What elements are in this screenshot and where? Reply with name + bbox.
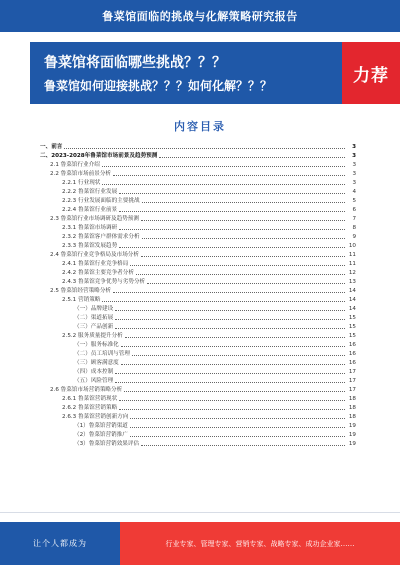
toc-page-number: 3: [352, 180, 356, 186]
toc-entry-text: 2.3.2 鲁菜馆客户群体需求分析: [62, 234, 140, 240]
toc-page-number: 10: [348, 243, 356, 249]
toc-page-number: 14: [348, 288, 356, 294]
toc-entry-text: 2.2.3 行业发展面临的主要挑战: [62, 198, 140, 204]
toc-leader-dots: [132, 355, 345, 356]
toc-entry[interactable]: [40, 250, 356, 259]
toc-entry-text: （一）服务标准化: [74, 342, 119, 348]
toc-entry-text: （1）鲁菜馆营销渠道: [74, 423, 128, 429]
toc-title: 内容目录: [174, 120, 226, 133]
toc-entry[interactable]: [40, 349, 356, 358]
footer-slogan: 让个人都成为: [33, 539, 87, 548]
toc-entry-text: （三）产品创新: [74, 324, 114, 330]
toc-entry-text: 2.3.1 鲁菜馆市场调研: [62, 225, 118, 231]
divider: [0, 512, 400, 513]
toc-entry-text: 2.4.2 鲁菜馆主要竞争者分析: [62, 270, 134, 276]
toc-leader-dots: [115, 373, 345, 374]
brand-badge: 力荐: [342, 42, 400, 104]
toc-entry-text: （二）员工培训与管理: [74, 351, 130, 357]
toc-entry[interactable]: [40, 367, 356, 376]
toc-entry-text: 2.5.2 服务质量提升分析: [62, 333, 123, 339]
toc-leader-dots: [102, 166, 345, 167]
toc-entry-text: （2）鲁菜馆营销推广: [74, 432, 128, 438]
toc-entry-text: （一）品牌建设: [74, 306, 114, 312]
toc-page-number: 19: [348, 432, 356, 438]
toc-leader-dots: [130, 436, 345, 437]
toc-leader-dots: [102, 301, 345, 302]
toc-leader-dots: [113, 175, 345, 176]
toc-entry-text: 2.6.1 鲁菜馆营销现状: [62, 396, 118, 402]
toc-entry[interactable]: [40, 241, 356, 250]
toc-leader-dots: [130, 265, 345, 266]
toc-page-number: 14: [348, 306, 356, 312]
toc-entry[interactable]: [40, 358, 356, 367]
toc-entry[interactable]: [40, 286, 356, 295]
toc-page-number: 15: [348, 315, 356, 321]
toc-page-number: 17: [348, 387, 356, 393]
toc-entry-text: 2.4.3 鲁菜馆竞争优势与劣势分析: [62, 279, 146, 285]
toc-entry[interactable]: [40, 394, 356, 403]
hero-block: [30, 42, 400, 104]
toc-page-number: 11: [348, 252, 356, 258]
toc-leader-dots: [119, 211, 345, 212]
toc-entry[interactable]: [40, 340, 356, 349]
toc-entry[interactable]: [40, 421, 356, 430]
footer: [0, 522, 400, 565]
toc-page-number: 5: [352, 198, 356, 204]
toc-leader-dots: [130, 427, 345, 428]
toc-page-number: 3: [352, 144, 356, 150]
toc-leader-dots: [159, 157, 345, 158]
toc-entry[interactable]: [40, 205, 356, 214]
toc-leader-dots: [142, 202, 345, 203]
toc-entry[interactable]: [40, 214, 356, 223]
toc-entry-text: 一、前言: [40, 144, 63, 150]
toc-entry-text: （五）风险管理: [74, 378, 114, 384]
toc-leader-dots: [119, 247, 345, 248]
toc-entry[interactable]: [40, 412, 356, 421]
toc-leader-dots: [115, 310, 345, 311]
hero-headline: 鲁菜馆将面临哪些挑战？？？: [44, 55, 226, 71]
toc-entry[interactable]: [40, 259, 356, 268]
toc-leader-dots: [125, 337, 345, 338]
toc-page-number: 16: [348, 351, 356, 357]
toc-leader-dots: [121, 364, 345, 365]
toc-leader-dots: [141, 445, 345, 446]
toc-page-number: 18: [348, 405, 356, 411]
banner-title: 鲁菜馆面临的挑战与化解策略研究报告: [102, 10, 298, 23]
toc-leader-dots: [119, 400, 345, 401]
toc-leader-dots: [141, 256, 345, 257]
toc-leader-dots: [115, 382, 345, 383]
toc-entry[interactable]: [40, 295, 356, 304]
toc-entry[interactable]: [40, 385, 356, 394]
toc-entry-text: 2.6 鲁菜馆市场营销策略分析: [50, 387, 123, 393]
toc-page-number: 13: [348, 279, 356, 285]
footer-tagline: 行业专家、管理专家、营销专家、战略专家、成功企业家……: [120, 522, 400, 565]
toc-leader-dots: [142, 238, 345, 239]
toc-page-number: 9: [352, 234, 356, 240]
toc-leader-dots: [119, 409, 345, 410]
toc-page-number: 6: [352, 207, 356, 213]
toc-entry[interactable]: [40, 304, 356, 313]
toc-entry[interactable]: [40, 151, 356, 160]
toc-page-number: 18: [348, 414, 356, 420]
toc-entry-text: 2.3.3 鲁菜馆发展趋势: [62, 243, 118, 249]
toc-page-number: 17: [348, 369, 356, 375]
toc-leader-dots: [64, 148, 345, 149]
toc-entry-text: 2.1 鲁菜馆行业介绍: [50, 162, 100, 168]
toc-page-number: 14: [348, 297, 356, 303]
top-banner: [0, 0, 400, 32]
toc-leader-dots: [130, 418, 345, 419]
toc-entry[interactable]: [40, 160, 356, 169]
toc-entry[interactable]: [40, 331, 356, 340]
toc-entry-text: 2.6.2 鲁菜馆营销策略: [62, 405, 118, 411]
table-of-contents: [40, 142, 356, 512]
toc-entry-text: （二）渠道拓展: [74, 315, 114, 321]
toc-entry[interactable]: [40, 277, 356, 286]
toc-entry-text: 2.3 鲁菜馆行业市场调研及趋势预测: [50, 216, 139, 222]
toc-leader-dots: [136, 274, 345, 275]
toc-page-number: 12: [348, 270, 356, 276]
toc-leader-dots: [119, 229, 345, 230]
toc-leader-dots: [113, 292, 345, 293]
toc-leader-dots: [119, 193, 345, 194]
toc-entry[interactable]: [40, 313, 356, 322]
toc-entry-text: （三）顾客满意度: [74, 360, 119, 366]
toc-entry[interactable]: [40, 430, 356, 439]
toc-leader-dots: [141, 220, 345, 221]
toc-leader-dots: [115, 319, 345, 320]
toc-page-number: 3: [352, 153, 356, 159]
toc-entry[interactable]: [40, 178, 356, 187]
toc-leader-dots: [115, 328, 345, 329]
toc-entry[interactable]: [40, 142, 356, 151]
toc-entry-text: 2.4 鲁菜馆行业竞争格局及市场分析: [50, 252, 139, 258]
toc-page-number: 3: [352, 162, 356, 168]
toc-page-number: 19: [348, 441, 356, 447]
toc-page-number: 7: [352, 216, 356, 222]
toc-entry-text: 二、2023-2028年鲁菜馆市场前景及趋势预测: [40, 153, 158, 159]
toc-leader-dots: [147, 283, 345, 284]
toc-page-number: 3: [352, 171, 356, 177]
toc-entry-text: 2.2.4 鲁菜馆行业前景: [62, 207, 118, 213]
toc-page-number: 17: [348, 378, 356, 384]
toc-page-number: 4: [352, 189, 356, 195]
toc-page-number: 11: [348, 261, 356, 267]
toc-page-number: 15: [348, 333, 356, 339]
toc-page-number: 18: [348, 396, 356, 402]
toc-entry-text: 2.5 鲁菜馆经营策略分析: [50, 288, 112, 294]
toc-entry-text: 2.4.1 鲁菜馆行业竞争格局: [62, 261, 129, 267]
toc-entry-text: 2.2.2 鲁菜馆行业发展: [62, 189, 118, 195]
toc-entry-text: 2.2 鲁菜馆市场前景分析: [50, 171, 112, 177]
toc-entry[interactable]: [40, 322, 356, 331]
toc-entry[interactable]: [40, 376, 356, 385]
toc-leader-dots: [102, 184, 345, 185]
toc-entry[interactable]: [40, 169, 356, 178]
toc-leader-dots: [124, 391, 345, 392]
toc-entry[interactable]: [40, 232, 356, 241]
toc-entry[interactable]: [40, 187, 356, 196]
toc-page-number: 16: [348, 360, 356, 366]
toc-leader-dots: [121, 346, 345, 347]
toc-entry-text: （3）鲁菜馆营销效果评估: [74, 441, 140, 447]
toc-entry[interactable]: [40, 439, 356, 448]
toc-entry-text: 2.6.3 鲁菜馆营销创新方向: [62, 414, 129, 420]
toc-entry-text: 2.5.1 营销策略: [62, 297, 101, 303]
toc-entry[interactable]: [40, 403, 356, 412]
toc-entry[interactable]: [40, 196, 356, 205]
toc-page-number: 15: [348, 324, 356, 330]
toc-entry[interactable]: [40, 268, 356, 277]
toc-entry-text: （四）成本控制: [74, 369, 114, 375]
toc-entry-text: 2.2.1 行业现状: [62, 180, 101, 186]
toc-page-number: 8: [352, 225, 356, 231]
toc-page-number: 16: [348, 342, 356, 348]
toc-page-number: 19: [348, 423, 356, 429]
toc-entry[interactable]: [40, 223, 356, 232]
hero-subheadline: 鲁菜馆如何迎接挑战？？？如何化解？？？: [44, 79, 273, 93]
